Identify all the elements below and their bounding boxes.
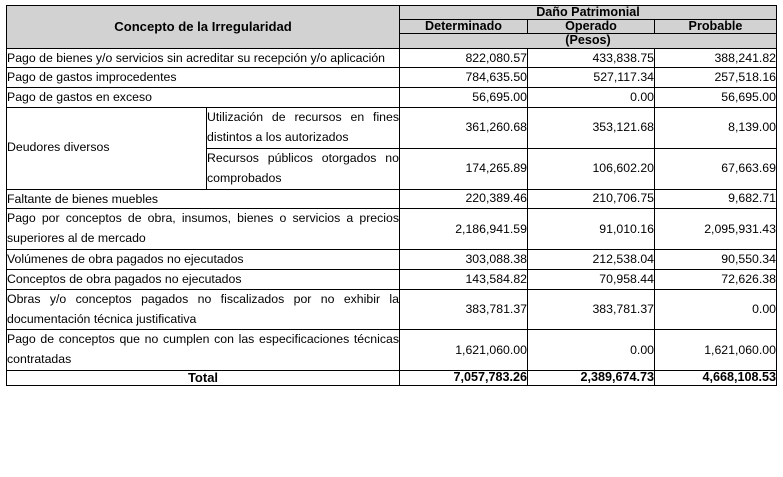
header-concepto: Concepto de la Irregularidad [7,6,400,49]
row-probable-value: 1,621,060.00 [655,330,777,371]
row-concepto-label: Pago de bienes y/o servicios sin acreditar su recepción y/o aplicación [7,48,400,68]
row-concepto-label: Volúmenes de obra pagados no ejecutados [7,250,400,270]
table-row [7,48,777,68]
table-total-row [7,371,777,386]
header-units-pesos: (Pesos) [400,34,777,48]
table-row [7,189,777,209]
row-probable-value: 67,663.69 [655,148,777,189]
row-determinado-value: 143,584.82 [400,269,528,289]
row-operado-value: 383,781.37 [528,289,655,330]
row-operado-value: 212,538.04 [528,250,655,270]
row-operado-value: 0.00 [528,88,655,108]
header-probable: Probable [655,20,777,34]
table-row [7,330,777,371]
table-row [7,289,777,330]
row-operado-value: 70,958.44 [528,269,655,289]
table-row [7,209,777,250]
table-row [7,107,777,148]
row-concepto-label: Conceptos de obra pagados no ejecutados [7,269,400,289]
row-determinado-value: 56,695.00 [400,88,528,108]
table-row [7,68,777,88]
table-row [7,269,777,289]
total-operado-value: 2,389,674.73 [528,371,655,386]
header-dano-patrimonial: Daño Patrimonial [400,6,777,20]
row-probable-value: 90,550.34 [655,250,777,270]
row-probable-value: 8,139.00 [655,107,777,148]
row-determinado-value: 303,088.38 [400,250,528,270]
row-probable-value: 2,095,931.43 [655,209,777,250]
row-determinado-value: 174,265.89 [400,148,528,189]
row-concepto-label: Obras y/o conceptos pagados no fiscalizados por no exhibir la documentación técnica justificativa [7,289,400,330]
row-probable-value: 72,626.38 [655,269,777,289]
row-determinado-value: 822,080.57 [400,48,528,68]
row-operado-value: 210,706.75 [528,189,655,209]
header-row-group [7,6,777,20]
row-operado-value: 0.00 [528,330,655,371]
table-header [7,6,777,49]
row-determinado-value: 2,186,941.59 [400,209,528,250]
header-operado: Operado [528,20,655,34]
row-concepto-label: Pago por conceptos de obra, insumos, bienes o servicios a precios superiores al de mercado [7,209,400,250]
row-concepto-label: Faltante de bienes muebles [7,189,400,209]
row-concepto-label: Pago de conceptos que no cumplen con las especificaciones técnicas contratadas [7,330,400,371]
table-row [7,88,777,108]
row-operado-value: 527,117.34 [528,68,655,88]
row-subconcepto-label: Utilización de recursos en fines distintos a los autorizados [207,107,400,148]
row-group-label-deudores-diversos: Deudores diversos [7,107,207,189]
header-determinado: Determinado [400,20,528,34]
total-probable-value: 4,668,108.53 [655,371,777,386]
total-label: Total [7,371,400,386]
row-probable-value: 56,695.00 [655,88,777,108]
table-row [7,250,777,270]
row-concepto-label: Pago de gastos improcedentes [7,68,400,88]
row-determinado-value: 784,635.50 [400,68,528,88]
total-determinado-value: 7,057,783.26 [400,371,528,386]
row-determinado-value: 383,781.37 [400,289,528,330]
row-probable-value: 257,518.16 [655,68,777,88]
row-subconcepto-label: Recursos públicos otorgados no comprobados [207,148,400,189]
row-concepto-label: Pago de gastos en exceso [7,88,400,108]
row-determinado-value: 361,260.68 [400,107,528,148]
table-body [7,48,777,385]
row-operado-value: 353,121.68 [528,107,655,148]
irregularidades-table [6,5,777,386]
row-determinado-value: 220,389.46 [400,189,528,209]
row-probable-value: 0.00 [655,289,777,330]
row-probable-value: 388,241.82 [655,48,777,68]
row-operado-value: 91,010.16 [528,209,655,250]
row-determinado-value: 1,621,060.00 [400,330,528,371]
row-operado-value: 433,838.75 [528,48,655,68]
row-operado-value: 106,602.20 [528,148,655,189]
row-probable-value: 9,682.71 [655,189,777,209]
